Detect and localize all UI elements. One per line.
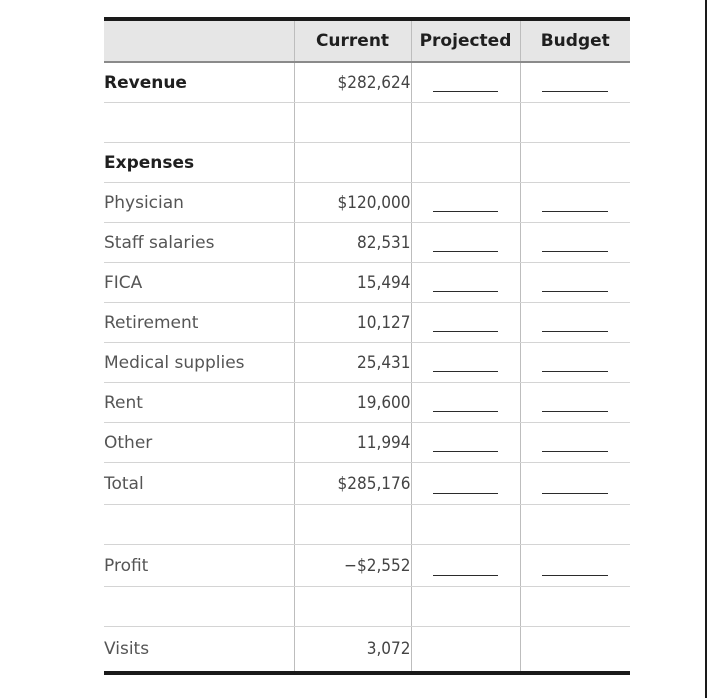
current-value (294, 587, 411, 627)
budget-table (104, 17, 630, 675)
table-row-other (104, 423, 630, 463)
row-label: Physician (104, 183, 294, 223)
budget-cell (520, 343, 630, 383)
projected-blank-line (433, 291, 498, 292)
projected-cell (411, 423, 520, 463)
budget-blank-line (542, 411, 609, 412)
budget-cell (520, 143, 630, 183)
budget-blank-line (542, 575, 609, 576)
current-value (294, 103, 411, 143)
budget-blank-line (542, 451, 609, 452)
budget-blank-line (542, 493, 609, 494)
header-row (104, 19, 630, 62)
projected-cell (411, 303, 520, 343)
current-value: 3,072 (294, 627, 411, 674)
table-row-revenue (104, 62, 630, 103)
projected-cell (411, 587, 520, 627)
row-label: Profit (104, 545, 294, 587)
projected-cell (411, 505, 520, 545)
current-value: $282,624 (294, 62, 411, 103)
table-row-rent (104, 383, 630, 423)
current-value: 25,431 (294, 343, 411, 383)
projected-blank-line (433, 211, 498, 212)
budget-cell (520, 183, 630, 223)
header-projected: Projected (411, 19, 520, 62)
projected-blank-line (433, 371, 498, 372)
budget-cell (520, 505, 630, 545)
projected-blank-line (433, 331, 498, 332)
row-label (104, 505, 294, 545)
table-row-profit (104, 545, 630, 587)
projected-cell (411, 263, 520, 303)
current-value: 10,127 (294, 303, 411, 343)
current-value: 15,494 (294, 263, 411, 303)
budget-cell (520, 103, 630, 143)
projected-cell (411, 143, 520, 183)
row-label: Medical supplies (104, 343, 294, 383)
budget-blank-line (542, 251, 609, 252)
projected-cell (411, 183, 520, 223)
budget-blank-line (542, 91, 609, 92)
header-current: Current (294, 19, 411, 62)
table-row-expenses (104, 143, 630, 183)
row-label: Other (104, 423, 294, 463)
row-label: Revenue (104, 62, 294, 103)
row-label: Visits (104, 639, 150, 659)
table-body (104, 62, 630, 673)
projected-cell (411, 627, 520, 674)
row-label (104, 587, 294, 627)
row-label: Rent (104, 383, 294, 423)
projected-blank-line (433, 251, 498, 252)
budget-cell (520, 627, 630, 674)
row-label: FICA (104, 263, 294, 303)
current-value: $285,176 (294, 463, 411, 505)
table-row-spacer (104, 587, 630, 627)
row-label (104, 103, 294, 143)
current-value: 11,994 (294, 423, 411, 463)
projected-blank-line (433, 451, 498, 452)
header-budget: Budget (520, 19, 630, 62)
current-value (294, 143, 411, 183)
table-row-total (104, 463, 630, 505)
current-value: $120,000 (294, 183, 411, 223)
budget-blank-line (542, 211, 609, 212)
projected-cell (411, 383, 520, 423)
table-row-spacer (104, 505, 630, 545)
budget-cell (520, 223, 630, 263)
row-label: Staff salaries (104, 223, 294, 263)
table-row-medical-supplies (104, 343, 630, 383)
table-row-retirement (104, 303, 630, 343)
projected-blank-line (433, 91, 498, 92)
projected-cell (411, 343, 520, 383)
table-row-fica (104, 263, 630, 303)
current-value: 19,600 (294, 383, 411, 423)
budget-cell (520, 62, 630, 103)
projected-cell (411, 62, 520, 103)
budget-cell (520, 587, 630, 627)
budget-cell (520, 263, 630, 303)
projected-blank-line (433, 411, 498, 412)
budget-cell (520, 545, 630, 587)
projected-cell (411, 463, 520, 505)
table-row-visits (104, 627, 630, 674)
current-value: −$2,552 (294, 545, 411, 587)
budget-blank-line (542, 371, 609, 372)
budget-blank-line (542, 291, 609, 292)
page-right-border (705, 0, 707, 698)
table-row-physician (104, 183, 630, 223)
current-value: 82,531 (294, 223, 411, 263)
row-label: Retirement (104, 303, 294, 343)
budget-cell (520, 383, 630, 423)
budget-cell (520, 303, 630, 343)
budget-cell (520, 463, 630, 505)
projected-cell (411, 223, 520, 263)
current-value (294, 505, 411, 545)
budget-blank-line (542, 331, 609, 332)
budget-cell (520, 423, 630, 463)
table-row-staff-salaries (104, 223, 630, 263)
projected-blank-line (433, 493, 498, 494)
row-label: Expenses (104, 143, 294, 183)
projected-cell (411, 103, 520, 143)
projected-cell (411, 545, 520, 587)
projected-blank-line (433, 575, 498, 576)
row-label: Total (104, 463, 294, 505)
table-row-spacer (104, 103, 630, 143)
header-label-column (104, 19, 294, 62)
